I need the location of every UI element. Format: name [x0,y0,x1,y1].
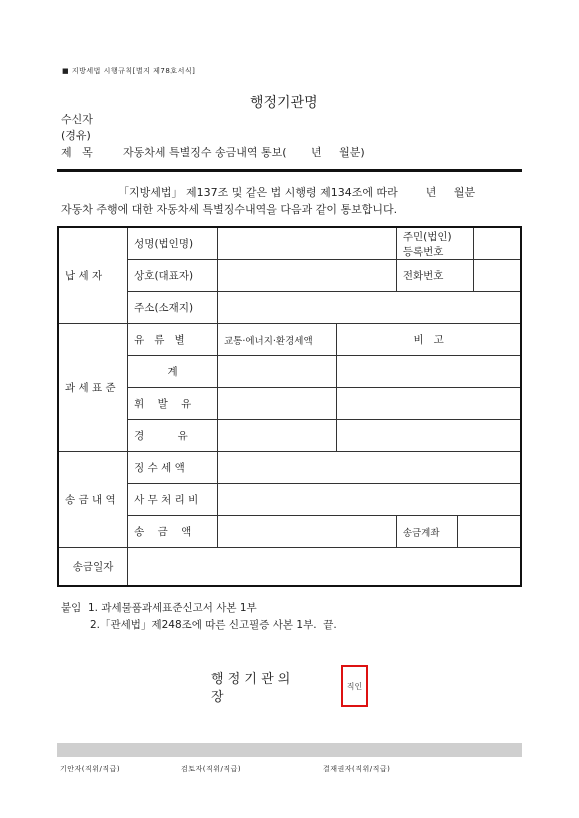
name-label: 성명(법인명) [128,227,218,260]
address-field[interactable] [218,292,522,324]
body-text-line-2: 자동차 주행에 대한 자동차세 특별징수내역을 다음과 같이 통보합니다. [61,203,398,216]
reg-no-field[interactable] [396,227,521,260]
remit-amount-field[interactable] [218,516,397,548]
company-label: 상호(대표자) [128,260,218,292]
reg-no-input[interactable] [474,228,520,259]
collected-label: 징 수 세 액 [128,452,218,484]
remit-amount-label: 송 금 액 [128,516,218,548]
total-remarks-field[interactable] [337,356,521,388]
fuel-type-label: 유 류 별 [128,324,218,356]
phone-cell[interactable] [396,260,521,292]
subject-label: 제 목 [61,146,93,159]
divider-line [57,169,522,172]
remit-date-field[interactable] [128,548,521,587]
reg-no-label-line-1: 주민(법인) [402,230,452,243]
energy-tax-label: 교통·에너지·환경세액 [218,324,337,356]
address-label: 주소(소재지) [128,292,218,324]
form-reference: ■ 지방세법 시행규칙[별지 제78호서식] [62,67,196,75]
remarks-label: 비 고 [337,324,521,356]
phone-input[interactable] [474,260,520,291]
official-seal-box [341,665,368,707]
footer-band [57,743,522,757]
remit-account-cell[interactable] [396,516,521,548]
signature-title-line-1: 행 정 기 관 의 [211,672,291,687]
body-text-line-1: 「지방세법」 제137조 및 같은 법 시행령 제134조에 따라 년 월분 [118,186,476,199]
approver-label: 결재권자(직위/직급) [323,765,391,773]
attachment-line-1: 붙임 1. 과세물품과세표준신고서 사본 1부 [61,602,257,614]
gasoline-remarks-field[interactable] [337,388,521,420]
attachment-line-2: 2.「관세법」제248조에 따른 신고필증 사본 1부. 끝. [90,619,337,631]
remit-date-label: 송금일자 [58,548,128,587]
report-form-table [57,226,522,587]
gasoline-tax-field[interactable] [218,388,337,420]
diesel-tax-field[interactable] [218,420,337,452]
diesel-remarks-field[interactable] [337,420,521,452]
company-field[interactable] [218,260,397,292]
collected-field[interactable] [218,452,522,484]
reg-no-label [397,228,474,259]
phone-label: 전화번호 [397,260,474,291]
recipient-label: 수신자 [61,113,93,126]
remit-header: 송 금 내 역 [58,452,128,548]
page-title: 행정기관명 [250,95,318,111]
total-label: 계 [128,356,218,388]
name-field[interactable] [218,227,397,260]
reg-no-label-line-2: 등록번호 [402,245,444,258]
subject-text: 자동차세 특별징수 송금내역 통보( 년 월분) [123,146,365,159]
fee-label: 사 무 처 리 비 [128,484,218,516]
taxpayer-header: 납 세 자 [58,227,128,324]
signature-title-line-2: 장 [211,690,224,705]
total-tax-field[interactable] [218,356,337,388]
reviewer-label: 검토자(직위/직급) [181,765,242,773]
diesel-label: 경 유 [128,420,218,452]
remit-account-label: 송금계좌 [397,516,458,547]
tax-base-header: 과 세 표 준 [58,324,128,452]
gasoline-label: 휘 발 유 [128,388,218,420]
drafter-label: 기안자(직위/직급) [60,765,121,773]
fee-field[interactable] [218,484,522,516]
seal-text: 직인 [346,681,363,691]
via-label: (경유) [61,129,91,142]
remit-account-input[interactable] [458,516,520,547]
